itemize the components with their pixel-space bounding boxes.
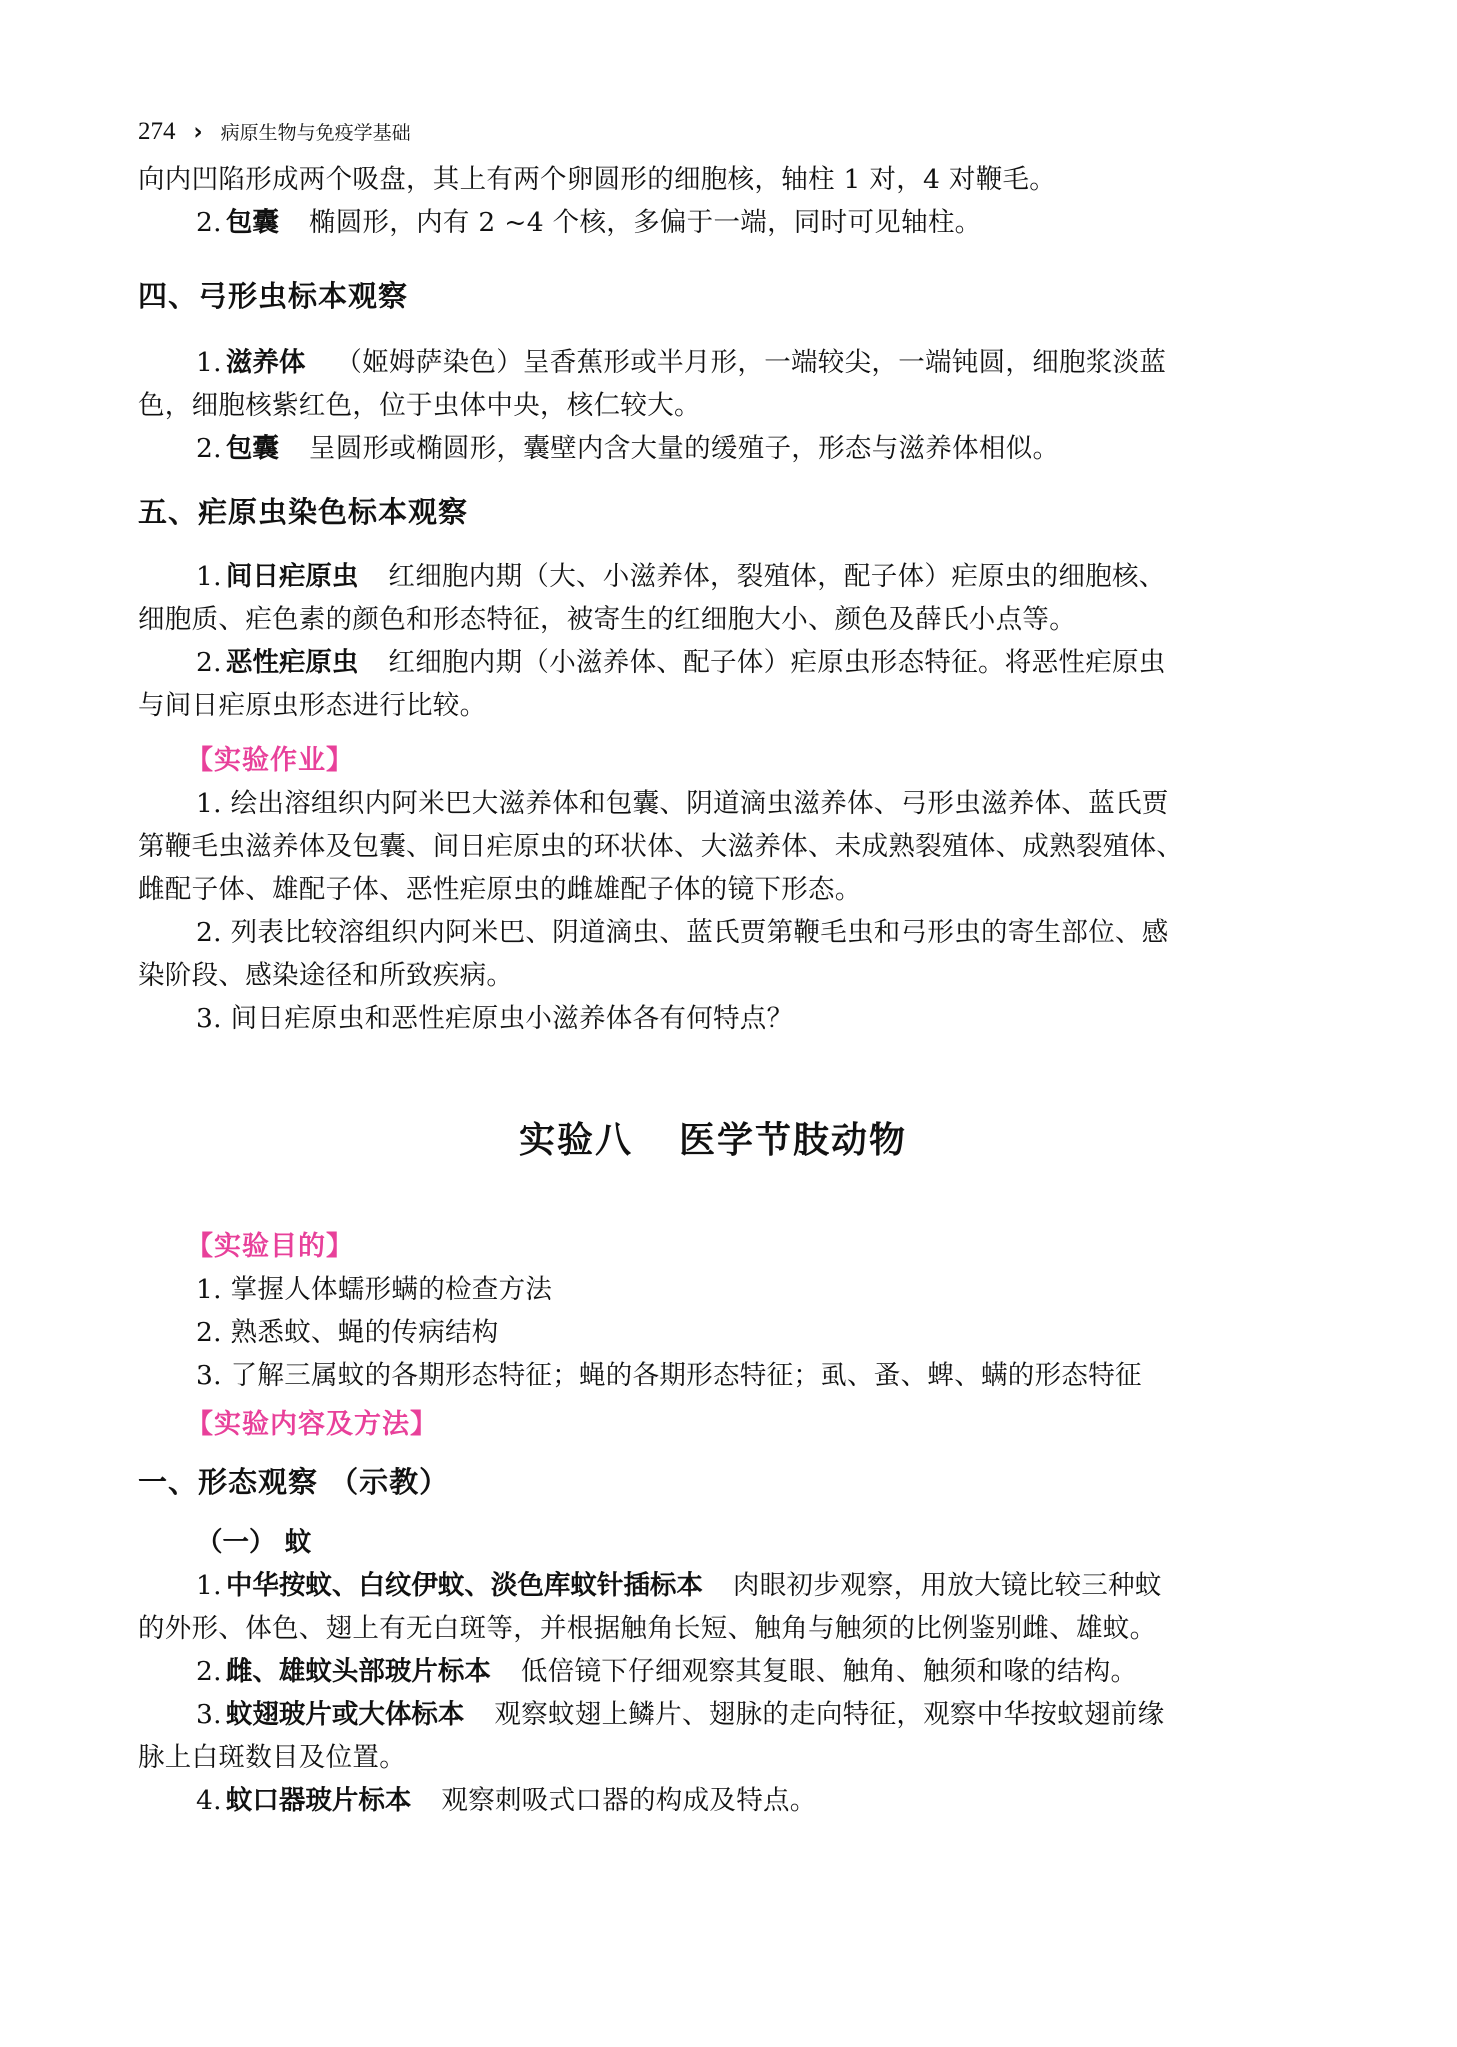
chevron-right-icon: › (193, 118, 203, 147)
paragraph: 色，细胞核紫红色，位于虫体中央，核仁较大。 (138, 390, 701, 421)
subsection-heading: （一） 蚊 (196, 1527, 312, 1558)
paragraph: 染阶段、感染途径和所致疾病。 (138, 960, 514, 991)
list-item: 1. 掌握人体蠕形螨的检查方法 (196, 1274, 553, 1305)
list-item: 1. 中华按蚊、白纹伊蚊、淡色库蚊针插标本 肉眼初步观察，用放大镜比较三种蚊 (196, 1570, 1162, 1601)
paragraph: 细胞质、疟色素的颜色和形态特征，被寄生的红细胞大小、颜色及薛氏小点等。 (138, 604, 1076, 635)
paragraph: 第鞭毛虫滋养体及包囊、间日疟原虫的环状体、大滋养体、未成熟裂殖体、成熟裂殖体、 (138, 831, 1184, 862)
homework-tag: 【实验作业】 (186, 745, 354, 776)
list-item: 2. 雌、雄蚊头部玻片标本 低倍镜下仔细观察其复眼、触角、触须和喙的结构。 (196, 1656, 1138, 1687)
paragraph: 的外形、体色、翅上有无白斑等，并根据触角长短、触角与触须的比例鉴别雌、雄蚊。 (138, 1613, 1157, 1644)
list-item: 1. 绘出溶组织内阿米巴大滋养体和包囊、阴道滴虫滋养体、弓形虫滋养体、蓝氏贾 (196, 788, 1169, 819)
list-item: 1. 间日疟原虫 红细胞内期（大、小滋养体，裂殖体，配子体）疟原虫的细胞核、 (196, 561, 1166, 592)
chapter-title: 实验八 医学节肢动物 (518, 1120, 908, 1161)
purpose-tag: 【实验目的】 (186, 1231, 354, 1262)
list-item: 4. 蚊口器玻片标本 观察刺吸式口器的构成及特点。 (196, 1785, 817, 1816)
list-item: 3. 间日疟原虫和恶性疟原虫小滋养体各有何特点？ (196, 1003, 794, 1034)
content-tag: 【实验内容及方法】 (186, 1409, 438, 1440)
page-number: 274 (138, 118, 176, 145)
document-page (138, 118, 1288, 1822)
section-heading: 五、疟原虫染色标本观察 (138, 495, 469, 529)
list-item: 3. 了解三属蚊的各期形态特征；蝇的各期形态特征；虱、蚤、蜱、螨的形态特征 (196, 1360, 1142, 1391)
paragraph: 与间日疟原虫形态进行比较。 (138, 690, 487, 721)
list-item: 2. 熟悉蚊、蝇的传病结构 (196, 1317, 499, 1348)
page-header (138, 118, 1288, 158)
paragraph: 雌配子体、雄配子体、恶性疟原虫的雌雄配子体的镜下形态。 (138, 874, 862, 905)
list-item: 2. 恶性疟原虫 红细胞内期（小滋养体、配子体）疟原虫形态特征。将恶性疟原虫 (196, 647, 1166, 678)
paragraph: 脉上白斑数目及位置。 (138, 1742, 406, 1773)
list-item: 1. 滋养体 （姬姆萨染色）呈香蕉形或半月形，一端较尖，一端钝圆，细胞浆淡蓝 (196, 347, 1167, 378)
paragraph: 向内凹陷形成两个吸盘，其上有两个卵圆形的细胞核，轴柱 1 对，4 对鞭毛。 (138, 164, 1057, 195)
book-title: 病原生物与免疫学基础 (220, 122, 411, 144)
list-item: 3. 蚊翅玻片或大体标本 观察蚊翅上鳞片、翅脉的走向特征，观察中华按蚊翅前缘 (196, 1699, 1165, 1730)
section-heading: 四、弓形虫标本观察 (138, 279, 409, 313)
list-item: 2. 列表比较溶组织内阿米巴、阴道滴虫、蓝氏贾第鞭毛虫和弓形虫的寄生部位、感 (196, 917, 1169, 948)
section-heading: 一、形态观察 （示教） (138, 1465, 450, 1499)
list-item: 2. 包囊 呈圆形或椭圆形，囊壁内含大量的缓殖子，形态与滋养体相似。 (196, 433, 1060, 464)
list-item: 2. 包囊 椭圆形，内有 2 ~4 个核，多偏于一端，同时可见轴柱。 (196, 207, 982, 238)
